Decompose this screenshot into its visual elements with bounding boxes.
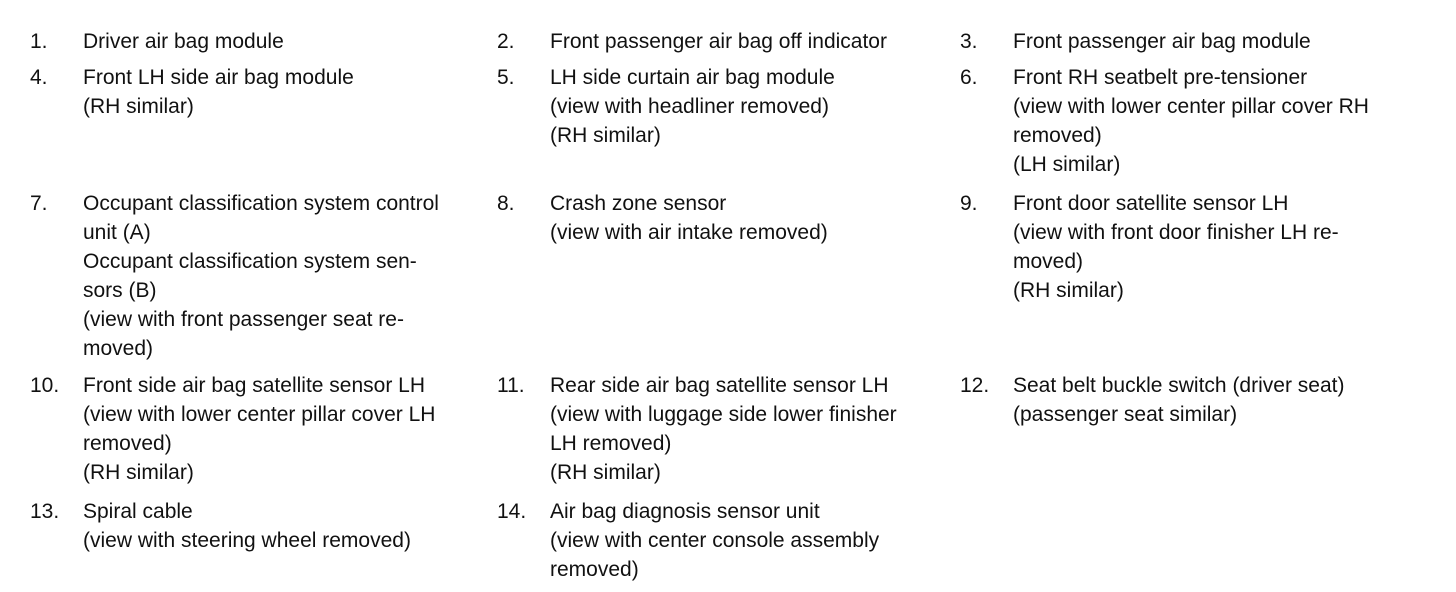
item-number: 7. xyxy=(30,192,48,215)
item-line: LH side curtain air bag module xyxy=(550,66,835,89)
item-number: 11. xyxy=(497,374,525,397)
item-line: Seat belt buckle switch (driver seat) xyxy=(1013,374,1345,397)
item-line: (view with center console assembly xyxy=(550,529,880,552)
item-line: Occupant classification system control xyxy=(83,192,439,215)
item-line: (LH similar) xyxy=(1013,153,1121,176)
item-description xyxy=(83,371,483,487)
item-description xyxy=(83,497,483,555)
item-description xyxy=(1013,27,1433,56)
item-line: (view with front door finisher LH re- xyxy=(1013,221,1339,244)
item-line: (view with lower center pillar cover LH xyxy=(83,403,436,426)
item-number: 8. xyxy=(497,192,515,215)
item-number: 14. xyxy=(497,500,527,523)
item-number: 5. xyxy=(497,66,515,89)
item-number: 3. xyxy=(960,30,978,53)
item-description xyxy=(83,27,483,56)
item-number: 9. xyxy=(960,192,978,215)
item-line: LH removed) xyxy=(550,432,672,455)
item-line: Front LH side air bag module xyxy=(83,66,354,89)
item-line: Front RH seatbelt pre-tensioner xyxy=(1013,66,1308,89)
item-description xyxy=(83,63,483,121)
item-line: unit (A) xyxy=(83,221,151,244)
item-description xyxy=(550,497,950,584)
item-number: 6. xyxy=(960,66,978,89)
item-line: Air bag diagnosis sensor unit xyxy=(550,500,820,523)
item-description xyxy=(550,189,950,247)
item-line: (view with luggage side lower finisher xyxy=(550,403,897,426)
item-line: (view with steering wheel removed) xyxy=(83,529,411,552)
item-line: Front passenger air bag module xyxy=(1013,30,1311,53)
item-number: 12. xyxy=(960,374,990,397)
item-number: 10. xyxy=(30,374,60,397)
item-description xyxy=(550,63,950,150)
item-number: 2. xyxy=(497,30,515,53)
item-line: moved) xyxy=(83,337,154,360)
item-description xyxy=(1013,189,1433,305)
item-line: (RH similar) xyxy=(550,461,661,484)
item-line: Front side air bag satellite sensor LH xyxy=(83,374,425,397)
item-line: Crash zone sensor xyxy=(550,192,727,215)
item-line: (view with headliner removed) xyxy=(550,95,829,118)
item-line: Spiral cable xyxy=(83,500,193,523)
item-number: 13. xyxy=(30,500,60,523)
item-description xyxy=(550,371,950,487)
item-line: Rear side air bag satellite sensor LH xyxy=(550,374,889,397)
item-line: (RH similar) xyxy=(83,461,194,484)
item-line: Front door satellite sensor LH xyxy=(1013,192,1289,215)
item-line: Occupant classification system sen- xyxy=(83,250,417,273)
item-line: sors (B) xyxy=(83,279,157,302)
item-line: (passenger seat similar) xyxy=(1013,403,1238,426)
item-description xyxy=(1013,63,1433,179)
item-description xyxy=(1013,371,1433,429)
item-line: removed) xyxy=(83,432,172,455)
item-number: 1. xyxy=(30,30,48,53)
item-line: (view with air intake removed) xyxy=(550,221,828,244)
item-line: (RH similar) xyxy=(1013,279,1124,302)
item-line: (RH similar) xyxy=(550,124,661,147)
item-line: Driver air bag module xyxy=(83,30,284,53)
item-line: moved) xyxy=(1013,250,1084,273)
item-line: Front passenger air bag off indicator xyxy=(550,30,887,53)
item-description xyxy=(83,189,483,363)
item-line: (view with lower center pillar cover RH xyxy=(1013,95,1369,118)
item-line: (view with front passenger seat re- xyxy=(83,308,404,331)
item-line: removed) xyxy=(1013,124,1102,147)
item-number: 4. xyxy=(30,66,48,89)
item-line: removed) xyxy=(550,558,639,581)
item-description xyxy=(550,27,950,56)
item-line: (RH similar) xyxy=(83,95,194,118)
